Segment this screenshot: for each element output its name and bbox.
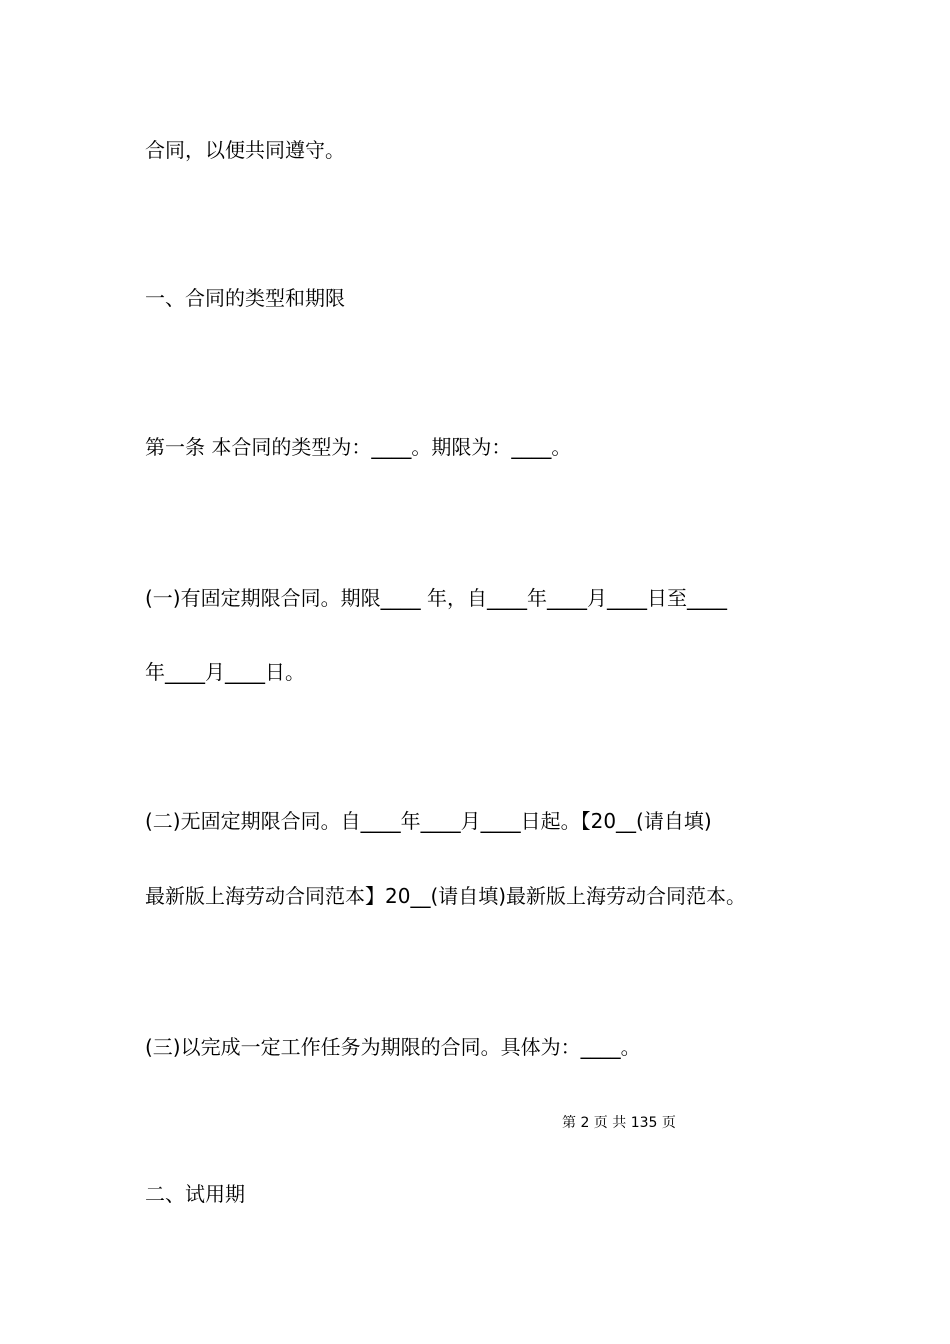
section-heading: 二、试用期 <box>145 1182 245 1206</box>
clause-text: (二)无固定期限合同。自____年____月____日起。【20__(请自填) <box>145 809 712 833</box>
section-heading: 一、合同的类型和期限 <box>145 286 345 310</box>
clause-text: (三)以完成一定工作任务为期限的合同。具体为：____。 <box>145 1035 641 1059</box>
clause-text: 最新版上海劳动合同范本】20__(请自填)最新版上海劳动合同范本。 <box>145 884 747 908</box>
page-footer: 第 2 页 共 135 页 <box>562 1115 676 1131</box>
clause-text: (一)有固定期限合同。期限____ 年，自____年____月____日至____ <box>145 586 727 610</box>
clause-text: 第一条 本合同的类型为：____。期限为：____。 <box>145 435 572 459</box>
clause-text: 年____月____日。 <box>145 660 305 684</box>
paragraph-text: 合同，以便共同遵守。 <box>145 138 345 162</box>
